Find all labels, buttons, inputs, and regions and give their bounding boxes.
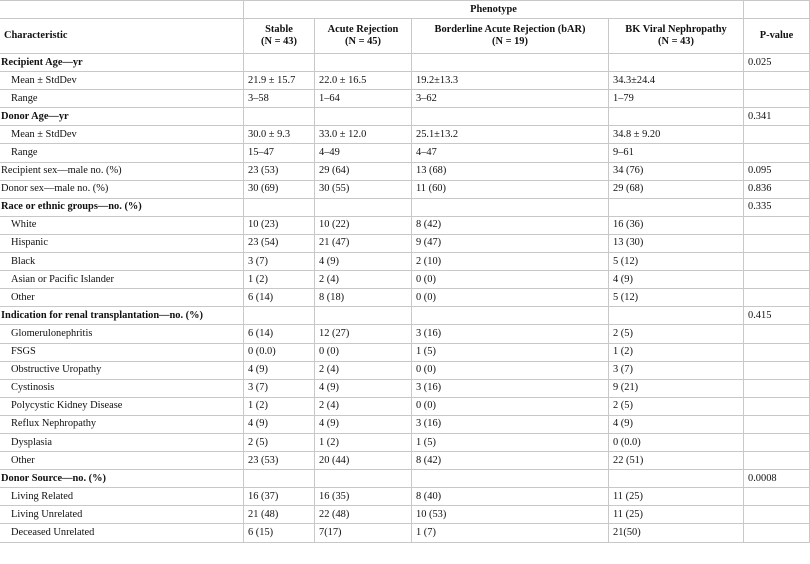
table-cell: 10 (22)	[315, 216, 412, 234]
table-row	[0, 343, 810, 361]
table-cell	[609, 54, 744, 72]
pvalue-cell	[744, 216, 810, 234]
section-label: Recipient Age—yr	[0, 54, 244, 72]
column-name: Acute Rejection	[327, 24, 399, 35]
table-cell: 22 (51)	[609, 452, 744, 470]
table-cell: 4–49	[315, 144, 412, 162]
table-cell: 23 (54)	[244, 234, 315, 252]
table-row	[0, 198, 810, 216]
table-cell: 16 (37)	[244, 488, 315, 506]
table-cell: 19.2±13.3	[412, 72, 609, 90]
pvalue-cell	[744, 524, 810, 542]
table-cell: 5 (12)	[609, 253, 744, 271]
table-row	[0, 90, 810, 108]
pvalue-cell	[744, 379, 810, 397]
header-row-columns	[0, 19, 810, 54]
table-row	[0, 488, 810, 506]
table-cell	[609, 307, 744, 325]
table-cell: 4 (9)	[315, 415, 412, 433]
table-cell	[412, 108, 609, 126]
pvalue-cell	[744, 433, 810, 451]
row-label: White	[0, 216, 244, 234]
pvalue-cell	[744, 397, 810, 415]
table-row	[0, 289, 810, 307]
table-row	[0, 307, 810, 325]
section-label: Donor Age—yr	[0, 108, 244, 126]
table-cell: 0 (0)	[412, 289, 609, 307]
table-row	[0, 470, 810, 488]
table-row	[0, 216, 810, 234]
pvalue-header: P-value	[744, 19, 810, 54]
table-cell: 4 (9)	[609, 271, 744, 289]
table-cell: 12 (27)	[315, 325, 412, 343]
row-label: Other	[0, 452, 244, 470]
table-row	[0, 108, 810, 126]
table-cell	[412, 54, 609, 72]
table-cell: 3–62	[412, 90, 609, 108]
row-label: Range	[0, 144, 244, 162]
column-header-bk-viral-nephropathy	[609, 19, 744, 54]
pvalue-cell: 0.836	[744, 180, 810, 198]
table-cell: 22.0 ± 16.5	[315, 72, 412, 90]
header-row-group	[0, 1, 810, 19]
table-cell: 21 (47)	[315, 234, 412, 252]
table-cell: 4 (9)	[315, 253, 412, 271]
table-cell: 13 (30)	[609, 234, 744, 252]
table-cell	[315, 307, 412, 325]
row-label: Asian or Pacific Islander	[0, 271, 244, 289]
table-cell: 34.3±24.4	[609, 72, 744, 90]
table-row	[0, 144, 810, 162]
column-name: Stable	[265, 24, 293, 35]
table-cell: 1–64	[315, 90, 412, 108]
table-cell: 15–47	[244, 144, 315, 162]
pvalue-cell	[744, 90, 810, 108]
row-label: Mean ± StdDev	[0, 126, 244, 144]
row-label: Polycystic Kidney Disease	[0, 397, 244, 415]
pvalue-cell	[744, 325, 810, 343]
table-cell: 1–79	[609, 90, 744, 108]
table-cell: 3 (16)	[412, 325, 609, 343]
pvalue-cell	[744, 271, 810, 289]
table-row	[0, 433, 810, 451]
table-cell: 8 (40)	[412, 488, 609, 506]
column-n: (N = 43)	[658, 36, 694, 47]
pvalue-cell: 0.025	[744, 54, 810, 72]
table-cell: 3 (7)	[244, 379, 315, 397]
table-cell: 3 (16)	[412, 379, 609, 397]
pvalue-cell	[744, 253, 810, 271]
table-cell: 3 (16)	[412, 415, 609, 433]
table-cell: 4 (9)	[315, 379, 412, 397]
table-cell	[244, 198, 315, 216]
table-cell: 3–58	[244, 90, 315, 108]
pvalue-cell	[744, 506, 810, 524]
pvalue-cell	[744, 72, 810, 90]
table-cell: 8 (42)	[412, 452, 609, 470]
table-cell: 30 (55)	[315, 180, 412, 198]
row-label: Living Related	[0, 488, 244, 506]
table-cell: 4 (9)	[244, 415, 315, 433]
table-cell: 33.0 ± 12.0	[315, 126, 412, 144]
table-cell	[609, 470, 744, 488]
table-cell: 0 (0)	[412, 271, 609, 289]
pvalue-cell: 0.415	[744, 307, 810, 325]
table-cell: 21 (48)	[244, 506, 315, 524]
characteristic-header: Characteristic	[0, 19, 244, 54]
table-row	[0, 397, 810, 415]
row-label: Reflux Nephropathy	[0, 415, 244, 433]
pvalue-cell	[744, 488, 810, 506]
table-row	[0, 379, 810, 397]
table-row	[0, 524, 810, 542]
table-cell: 30.0 ± 9.3	[244, 126, 315, 144]
header-empty-cell	[744, 1, 810, 19]
table-cell: 2 (4)	[315, 397, 412, 415]
table-cell: 0 (0.0)	[244, 343, 315, 361]
table-cell: 0 (0.0)	[609, 433, 744, 451]
table-cell	[609, 108, 744, 126]
table-cell: 2 (5)	[609, 325, 744, 343]
row-label: Other	[0, 289, 244, 307]
table-cell: 1 (7)	[412, 524, 609, 542]
table-cell: 10 (53)	[412, 506, 609, 524]
table-cell: 25.1±13.2	[412, 126, 609, 144]
table-cell	[315, 54, 412, 72]
table-cell: 9 (21)	[609, 379, 744, 397]
table-cell: 16 (36)	[609, 216, 744, 234]
table-cell: 2 (5)	[609, 397, 744, 415]
table-cell: 2 (10)	[412, 253, 609, 271]
table-cell: 8 (42)	[412, 216, 609, 234]
table-cell: 9 (47)	[412, 234, 609, 252]
section-label: Indication for renal transplantation—no. (%)	[0, 307, 244, 325]
table-cell: 9–61	[609, 144, 744, 162]
table-cell: 4 (9)	[609, 415, 744, 433]
table-cell: 23 (53)	[244, 452, 315, 470]
pvalue-cell	[744, 234, 810, 252]
table-cell: 21(50)	[609, 524, 744, 542]
table-cell: 2 (4)	[315, 271, 412, 289]
row-label: Recipient sex—male no. (%)	[0, 162, 244, 180]
column-n: (N = 43)	[261, 36, 297, 47]
table-cell: 1 (2)	[244, 271, 315, 289]
table-cell: 22 (48)	[315, 506, 412, 524]
row-label: Deceased Unrelated	[0, 524, 244, 542]
pvalue-cell: 0.341	[744, 108, 810, 126]
table-row	[0, 271, 810, 289]
table-cell: 1 (5)	[412, 343, 609, 361]
pvalue-cell	[744, 289, 810, 307]
table-cell: 21.9 ± 15.7	[244, 72, 315, 90]
section-label: Donor Source—no. (%)	[0, 470, 244, 488]
table-cell: 4 (9)	[244, 361, 315, 379]
table-cell: 11 (60)	[412, 180, 609, 198]
table-cell: 3 (7)	[609, 361, 744, 379]
table-row	[0, 253, 810, 271]
table-row	[0, 234, 810, 252]
table-cell: 7(17)	[315, 524, 412, 542]
column-n: (N = 45)	[345, 36, 381, 47]
table-row	[0, 180, 810, 198]
table-cell: 2 (5)	[244, 433, 315, 451]
table-cell: 29 (64)	[315, 162, 412, 180]
table-cell	[244, 54, 315, 72]
table-cell: 11 (25)	[609, 488, 744, 506]
table-cell: 5 (12)	[609, 289, 744, 307]
column-name: Borderline Acute Rejection (bAR)	[434, 24, 586, 35]
table-cell	[244, 108, 315, 126]
column-header-borderline-rejection	[412, 19, 609, 54]
table-cell: 34 (76)	[609, 162, 744, 180]
pvalue-cell: 0.335	[744, 198, 810, 216]
table-cell	[244, 470, 315, 488]
pvalue-cell: 0.0008	[744, 470, 810, 488]
table-cell: 30 (69)	[244, 180, 315, 198]
table-cell: 0 (0)	[315, 343, 412, 361]
row-label: Cystinosis	[0, 379, 244, 397]
table-cell	[412, 470, 609, 488]
column-n: (N = 19)	[492, 36, 528, 47]
table-cell: 1 (2)	[609, 343, 744, 361]
column-name: BK Viral Nephropathy	[625, 24, 727, 35]
table-cell: 6 (15)	[244, 524, 315, 542]
table-row	[0, 361, 810, 379]
table-cell: 0 (0)	[412, 397, 609, 415]
table-cell: 1 (2)	[244, 397, 315, 415]
pvalue-cell	[744, 126, 810, 144]
phenotype-group-header: Phenotype	[244, 1, 744, 19]
table-row	[0, 452, 810, 470]
pvalue-cell: 0.095	[744, 162, 810, 180]
column-header-acute-rejection	[315, 19, 412, 54]
row-label: Hispanic	[0, 234, 244, 252]
row-label: Mean ± StdDev	[0, 72, 244, 90]
table-row	[0, 54, 810, 72]
row-label: Obstructive Uropathy	[0, 361, 244, 379]
table-cell: 1 (2)	[315, 433, 412, 451]
pvalue-cell	[744, 361, 810, 379]
pvalue-cell	[744, 452, 810, 470]
row-label: Glomerulonephritis	[0, 325, 244, 343]
table-cell: 3 (7)	[244, 253, 315, 271]
row-label: Black	[0, 253, 244, 271]
table-cell: 2 (4)	[315, 361, 412, 379]
table-row	[0, 415, 810, 433]
table-row	[0, 162, 810, 180]
table-row	[0, 325, 810, 343]
table-cell: 20 (44)	[315, 452, 412, 470]
table-cell: 6 (14)	[244, 289, 315, 307]
table-row	[0, 506, 810, 524]
section-label: Race or ethnic groups—no. (%)	[0, 198, 244, 216]
table-cell: 13 (68)	[412, 162, 609, 180]
row-label: Range	[0, 90, 244, 108]
table-cell: 8 (18)	[315, 289, 412, 307]
pvalue-cell	[744, 343, 810, 361]
table-cell: 34.8 ± 9.20	[609, 126, 744, 144]
pvalue-cell	[744, 415, 810, 433]
table-cell	[412, 307, 609, 325]
table-row	[0, 72, 810, 90]
row-label: FSGS	[0, 343, 244, 361]
table-cell	[244, 307, 315, 325]
table-cell	[315, 198, 412, 216]
table-cell	[412, 198, 609, 216]
table-cell: 29 (68)	[609, 180, 744, 198]
table-cell	[315, 108, 412, 126]
table-body	[0, 54, 810, 543]
table-cell: 16 (35)	[315, 488, 412, 506]
table-cell	[315, 470, 412, 488]
row-label: Living Unrelated	[0, 506, 244, 524]
table-cell: 4–47	[412, 144, 609, 162]
table-cell: 6 (14)	[244, 325, 315, 343]
table-row	[0, 126, 810, 144]
table-cell: 1 (5)	[412, 433, 609, 451]
row-label: Donor sex—male no. (%)	[0, 180, 244, 198]
column-header-stable	[244, 19, 315, 54]
table-cell: 23 (53)	[244, 162, 315, 180]
header-empty-cell	[0, 1, 244, 19]
table-cell	[609, 198, 744, 216]
table-cell: 10 (23)	[244, 216, 315, 234]
row-label: Dysplasia	[0, 433, 244, 451]
pvalue-cell	[744, 144, 810, 162]
table-cell: 11 (25)	[609, 506, 744, 524]
table-cell: 0 (0)	[412, 361, 609, 379]
